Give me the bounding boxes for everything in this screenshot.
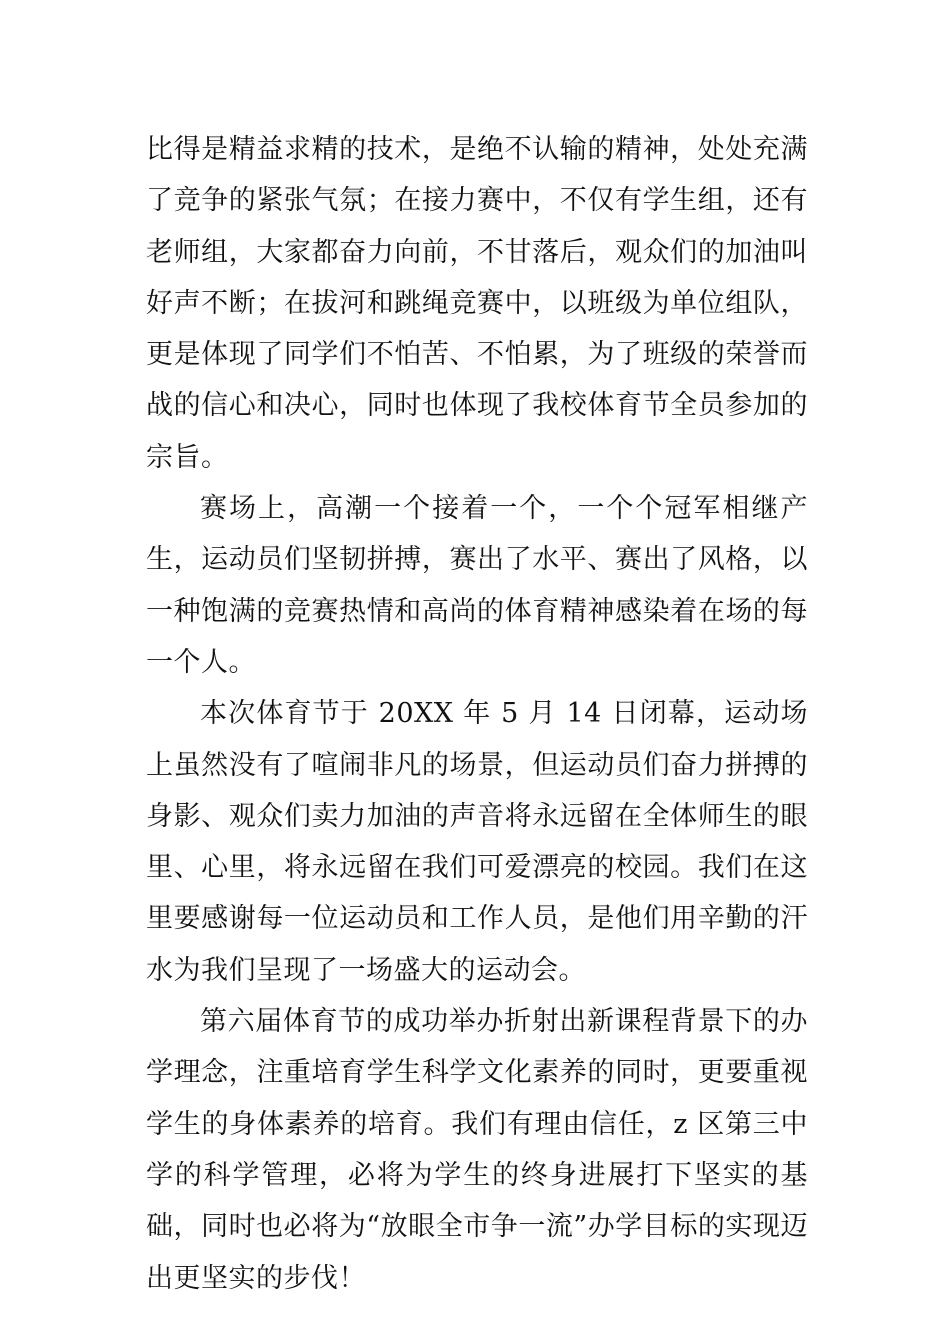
- paragraph-2: 赛场上，高潮一个接着一个，一个个冠军相继产生，运动员们坚韧拼搏，赛出了水平、赛出了风格，以一种饱满的竞赛热情和高尚的体育精神感染着在场的每一个人。: [146, 493, 808, 678]
- paragraph-1: 比得是精益求精的技术，是绝不认输的精神，处处充满了竞争的紧张气氛；在接力赛中，不仅有学生组，还有老师组，大家都奋力向前，不甘落后，观众们的加油叫好声不断；在拔河和跳绳竞赛中，以班级为单位组队，更是体现了同学们不怕苦、不怕累，为了班级的荣誉而战的信心和决心，同时也体现了我校体育节全员参加的宗旨。: [146, 134, 808, 473]
- paragraph-4: 第六届体育节的成功举办折射出新课程背景下的办学理念，注重培育学生科学文化素养的同时，更要重视学生的身体素养的培育。我们有理由信任，z 区第三中学的科学管理，必将为学生的终身进展打下坚实的基础，同时也必将为“放眼全市争一流”办学目标的实现迈出更坚实的步伐！: [146, 1006, 808, 1294]
- paragraph-3: 本次体育节于 20XX 年 5 月 14 日闭幕，运动场上虽然没有了喧闹非凡的场景，但运动员们奋力拼搏的身影、观众们卖力加油的声音将永远留在全体师生的眼里、心里，将永远留在我们可爱漂亮的校园。我们在这里要感谢每一位运动员和工作人员，是他们用辛勤的汗水为我们呈现了一场盛大的运动会。: [146, 698, 808, 986]
- body-text: [146, 124, 808, 1304]
